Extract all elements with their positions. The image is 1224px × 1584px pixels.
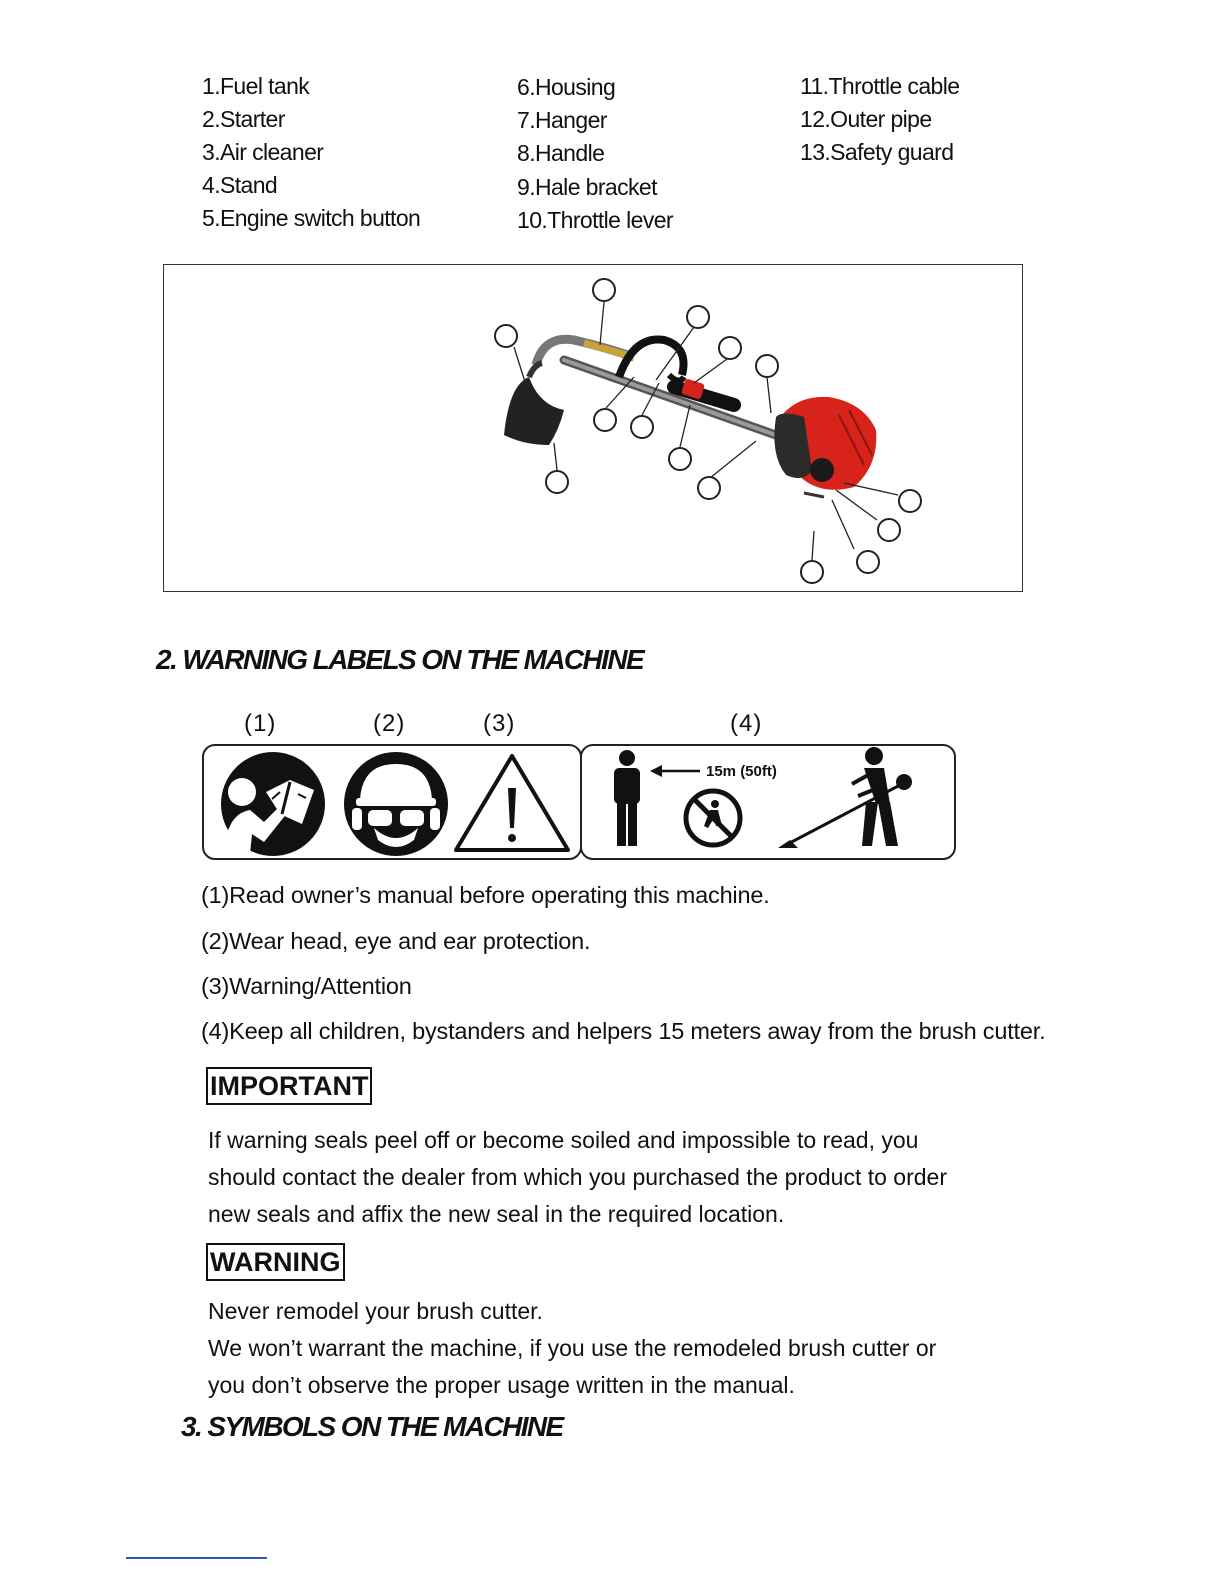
- part-item: 2.Starter: [202, 106, 285, 132]
- part-item: 4.Stand: [202, 172, 278, 198]
- paragraph-line: Never remodel your brush cutter.: [208, 1298, 543, 1324]
- paragraph-line: should contact the dealer from which you purchased the product to order: [208, 1164, 947, 1190]
- machine-diagram: [163, 264, 1023, 592]
- part-item: 7.Hanger: [517, 107, 607, 133]
- label-number: (3): [483, 710, 516, 737]
- protection-gear-icon: [344, 752, 448, 856]
- part-item: 6.Housing: [517, 74, 616, 100]
- warning-title: WARNING: [206, 1243, 345, 1281]
- label-number: (4): [730, 710, 763, 737]
- label-description: (1)Read owner’s manual before operating this machine.: [201, 882, 770, 908]
- warning-label-strip: [202, 744, 956, 860]
- warning-text: [208, 1293, 936, 1404]
- label-number: (1): [244, 710, 277, 737]
- important-title: IMPORTANT: [206, 1067, 372, 1105]
- part-item: 9.Hale bracket: [517, 174, 657, 200]
- label-description: (3)Warning/Attention: [201, 973, 412, 999]
- label-number: (2): [373, 710, 406, 737]
- distance-text: 15m (50ft): [706, 763, 777, 780]
- read-manual-icon: [221, 752, 325, 856]
- no-entry-icon: [686, 791, 740, 845]
- part-item: 5.Engine switch button: [202, 205, 421, 231]
- label-description: (2)Wear head, eye and ear protection.: [201, 928, 591, 954]
- paragraph-line: you don’t observe the proper usage written in the manual.: [208, 1372, 795, 1398]
- part-item: 10.Throttle lever: [517, 207, 673, 233]
- paragraph-line: We won’t warrant the machine, if you use the remodeled brush cutter or: [208, 1335, 937, 1361]
- paragraph-line: If warning seals peel off or become soiled and impossible to read, you: [208, 1127, 919, 1153]
- part-item: 3.Air cleaner: [202, 139, 324, 165]
- section-heading-warning-labels: 2. WARNING LABELS ON THE MACHINE: [156, 644, 644, 675]
- brush-cutter-illustration: [164, 265, 1024, 593]
- important-text: [208, 1122, 947, 1233]
- label-description: (4)Keep all children, bystanders and helpers 15 meters away from the brush cutter.: [201, 1018, 1046, 1044]
- part-item: 1.Fuel tank: [202, 73, 310, 99]
- part-item: 12.Outer pipe: [800, 106, 932, 132]
- part-item: 8.Handle: [517, 140, 605, 166]
- warning-labels-graphic: [202, 744, 956, 860]
- section-heading-symbols: 3. SYMBOLS ON THE MACHINE: [181, 1411, 563, 1442]
- footer-line: [126, 1557, 267, 1559]
- part-item: 11.Throttle cable: [800, 73, 960, 99]
- part-item: 13.Safety guard: [800, 139, 954, 165]
- paragraph-line: new seals and affix the new seal in the required location.: [208, 1201, 785, 1227]
